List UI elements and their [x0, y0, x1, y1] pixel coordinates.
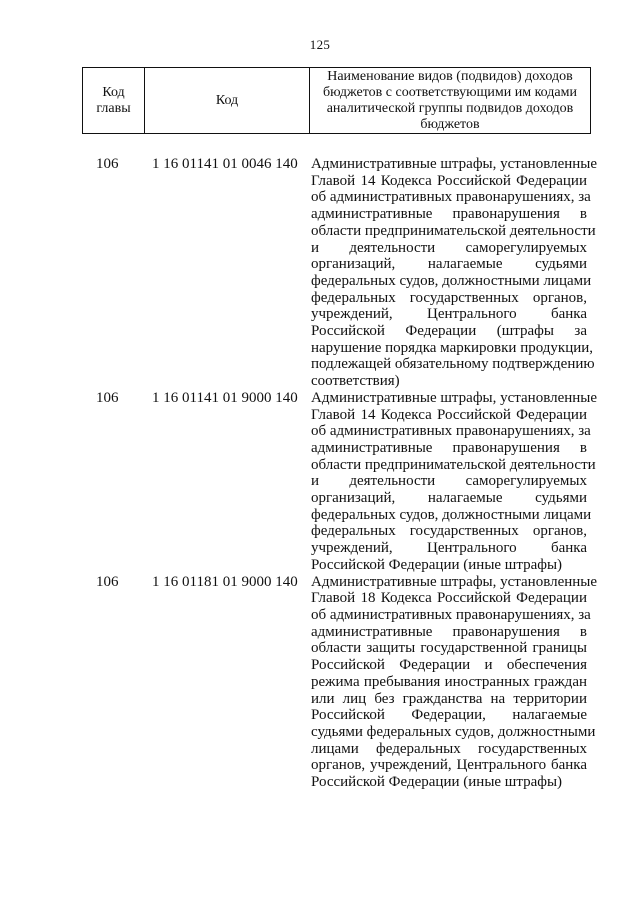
income-name-line: Административные штрафы, установленные — [311, 573, 598, 590]
budget-code-cell: 1 16 01141 01 0046 140 — [152, 156, 298, 172]
income-name-line: Российской Федерации (штрафы за — [311, 323, 587, 340]
income-name-line: области защиты государственной границы — [311, 640, 587, 657]
income-name-line: федеральных судов, должностными лицами — [311, 272, 592, 289]
income-name-line: судьями федеральных судов, должностными — [311, 723, 596, 740]
income-name-line: федеральных государственных органов, — [311, 523, 587, 540]
income-name-line: лицами федеральных государственных — [311, 740, 587, 757]
header-name — [310, 68, 590, 133]
table-row — [0, 574, 640, 791]
income-name-line: и деятельности саморегулируемых — [311, 473, 587, 490]
header-chapter-code — [83, 68, 145, 133]
income-name-line: и деятельности саморегулируемых — [311, 239, 587, 256]
income-name-line: об административных правонарушениях, за — [311, 423, 591, 440]
header-chapter-code-line: главы — [96, 100, 131, 116]
income-name-line: области предпринимательской деятельности — [311, 222, 596, 239]
income-name-line: органов, учреждений, Центрального банка — [311, 757, 587, 774]
income-name-line: об административных правонарушениях, за — [311, 189, 591, 206]
income-name-line: режима пребывания иностранных граждан — [311, 673, 587, 690]
income-name-line: административные правонарушения в — [311, 206, 587, 223]
income-name-line: подлежащей обязательному подтверждению — [311, 356, 595, 373]
income-name-line: Главой 14 Кодекса Российской Федерации — [311, 406, 587, 423]
header-name-line: аналитической группы подвидов доходов — [326, 100, 574, 116]
table-header — [82, 67, 591, 134]
income-name-line: об административных правонарушениях, за — [311, 606, 591, 623]
budget-code-cell: 1 16 01181 01 9000 140 — [152, 573, 298, 590]
income-name-line: учреждений, Центрального банка — [311, 306, 587, 323]
income-name-line: Российской Федерации (иные штрафы) — [311, 556, 563, 573]
header-name-line: Наименование видов (подвидов) доходов — [327, 68, 573, 84]
chapter-code-cell: 106 — [96, 389, 119, 406]
header-name-line: бюджетов с соответствующими им кодами — [323, 84, 577, 100]
income-name-line: федеральных судов, должностными лицами — [311, 506, 592, 523]
income-name-line: Административные штрафы, установленные — [311, 389, 598, 406]
income-name-line: Российской Федерации и обеспечения — [311, 657, 587, 674]
page-number: 125 — [309, 37, 331, 52]
income-name-line: Российской Федерации, налагаемые — [311, 707, 587, 724]
header-name-line: бюджетов — [420, 116, 480, 132]
income-name-cell — [311, 389, 598, 574]
budget-code-cell: 1 16 01141 01 9000 140 — [152, 389, 298, 406]
income-name-line: соответствия) — [311, 373, 400, 390]
income-name-line: Главой 14 Кодекса Российской Федерации — [311, 172, 587, 189]
income-name-line: Российской Федерации (иные штрафы) — [311, 774, 563, 791]
table-row — [0, 156, 640, 390]
table-row — [0, 390, 640, 574]
income-name-line: области предпринимательской деятельности — [311, 456, 596, 473]
income-name-line: Административные штрафы, установленные — [311, 156, 598, 172]
income-name-line: организаций, налагаемые судьями — [311, 490, 587, 507]
income-name-line: организаций, налагаемые судьями — [311, 256, 587, 273]
income-name-line: нарушение порядка маркировки продукции, — [311, 339, 594, 356]
header-chapter-code-line: Код — [102, 84, 125, 100]
income-name-cell — [311, 573, 598, 791]
income-name-cell — [311, 156, 598, 390]
header-code: Код — [145, 68, 310, 133]
chapter-code-cell: 106 — [96, 573, 119, 590]
income-name-line: административные правонарушения в — [311, 623, 587, 640]
income-name-line: административные правонарушения в — [311, 439, 587, 456]
income-name-line: или лиц без гражданства на территории — [311, 690, 587, 707]
table-body — [0, 156, 640, 791]
income-name-line: федеральных государственных органов, — [311, 289, 587, 306]
income-name-line: Главой 18 Кодекса Российской Федерации — [311, 590, 587, 607]
income-name-line: учреждений, Центрального банка — [311, 540, 587, 557]
chapter-code-cell: 106 — [96, 156, 119, 172]
